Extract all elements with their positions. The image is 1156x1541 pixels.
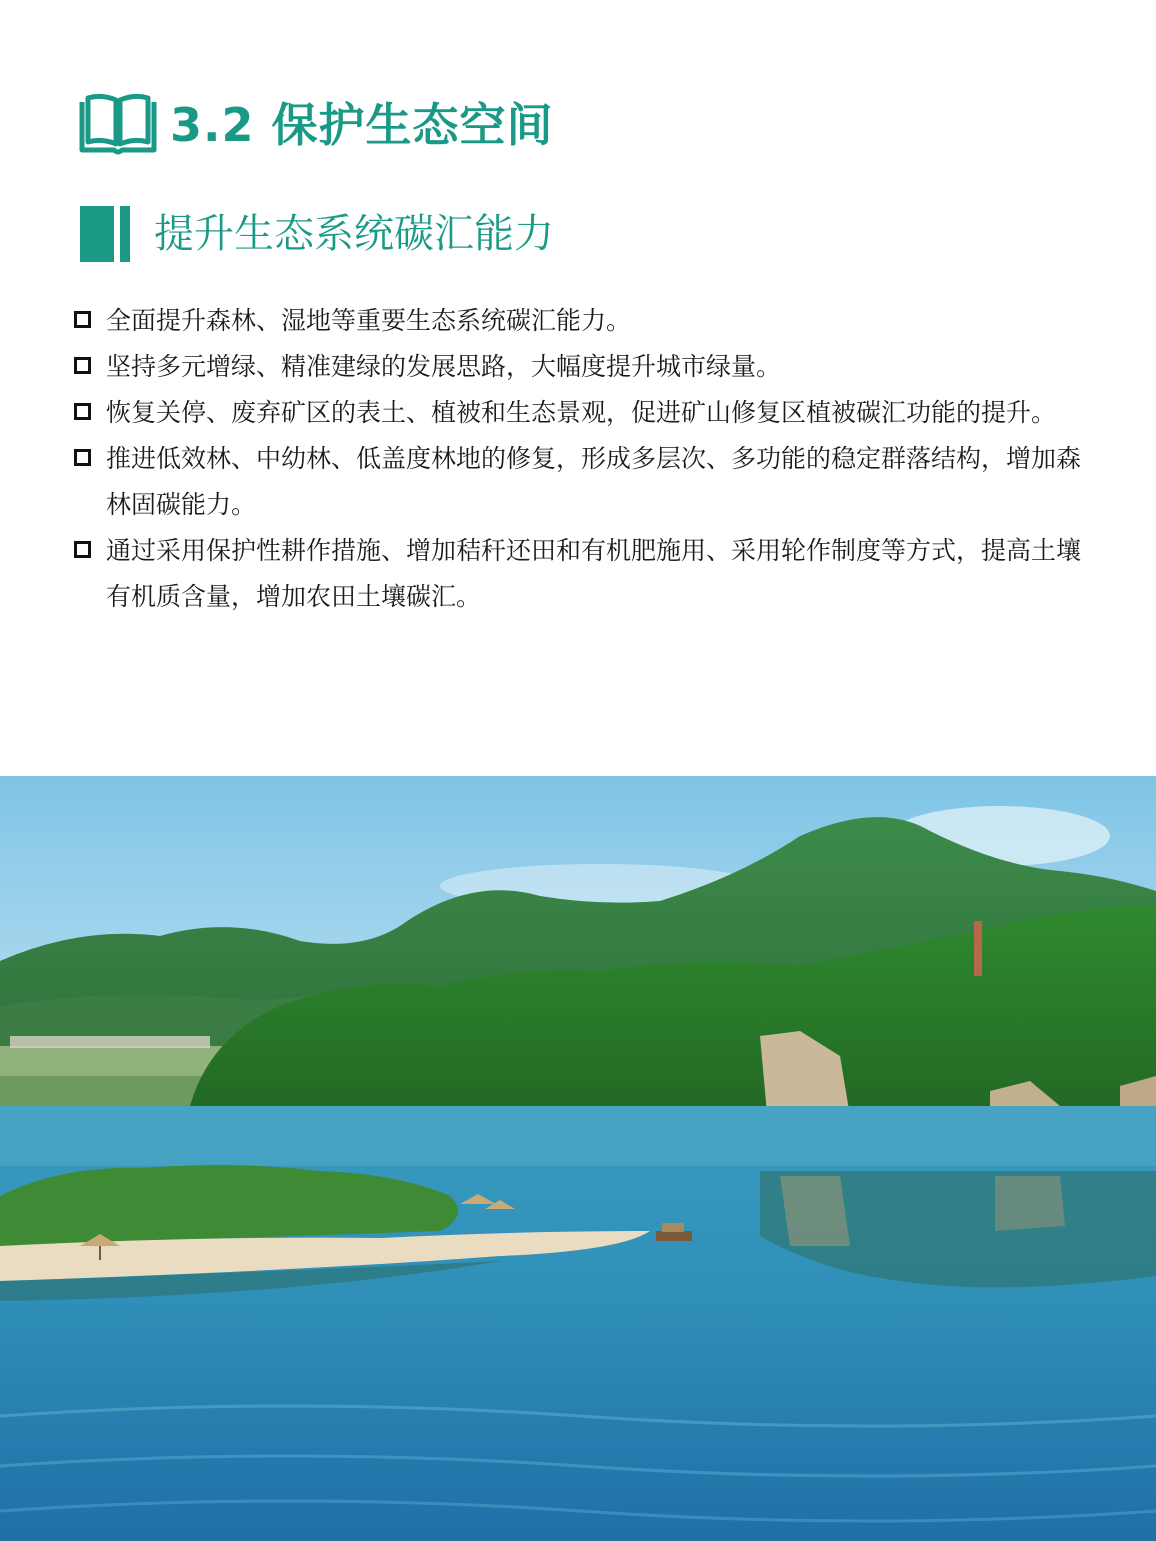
list-item (70, 528, 1100, 620)
checkbox-icon (74, 541, 91, 558)
list-item (70, 298, 1100, 344)
list-item-text: 通过采用保护性耕作措施、增加秸秆还田和有机肥施用、采用轮作制度等方式，提高土壤有机质含量，增加农田土壤碳汇。 (106, 536, 1082, 611)
list-item (70, 344, 1100, 390)
list-item (70, 390, 1100, 436)
checkbox-icon (74, 311, 91, 328)
landscape-photo (0, 776, 1156, 1541)
book-icon (78, 92, 158, 158)
subsection-title: 提升生态系统碳汇能力 (154, 211, 554, 257)
list-item-text: 坚持多元增绿、精准建绿的发展思路，大幅度提升城市绿量。 (106, 352, 782, 381)
list-item-text: 恢复关停、废弃矿区的表土、植被和生态景观，促进矿山修复区植被碳汇功能的提升。 (106, 398, 1057, 427)
section-header (78, 92, 554, 158)
checkbox-icon (74, 357, 91, 374)
list-item-text: 全面提升森林、湿地等重要生态系统碳汇能力。 (106, 306, 632, 335)
bullet-list (70, 298, 1100, 620)
checkbox-icon (74, 403, 91, 420)
subsection-header (80, 204, 554, 264)
list-item-text: 推进低效林、中幼林、低盖度林地的修复，形成多层次、多功能的稳定群落结构，增加森林固碳能力。 (106, 444, 1082, 519)
bar-marker-icon (80, 206, 130, 262)
section-title: 3.2 保护生态空间 (170, 98, 554, 152)
checkbox-icon (74, 449, 91, 466)
list-item (70, 436, 1100, 528)
